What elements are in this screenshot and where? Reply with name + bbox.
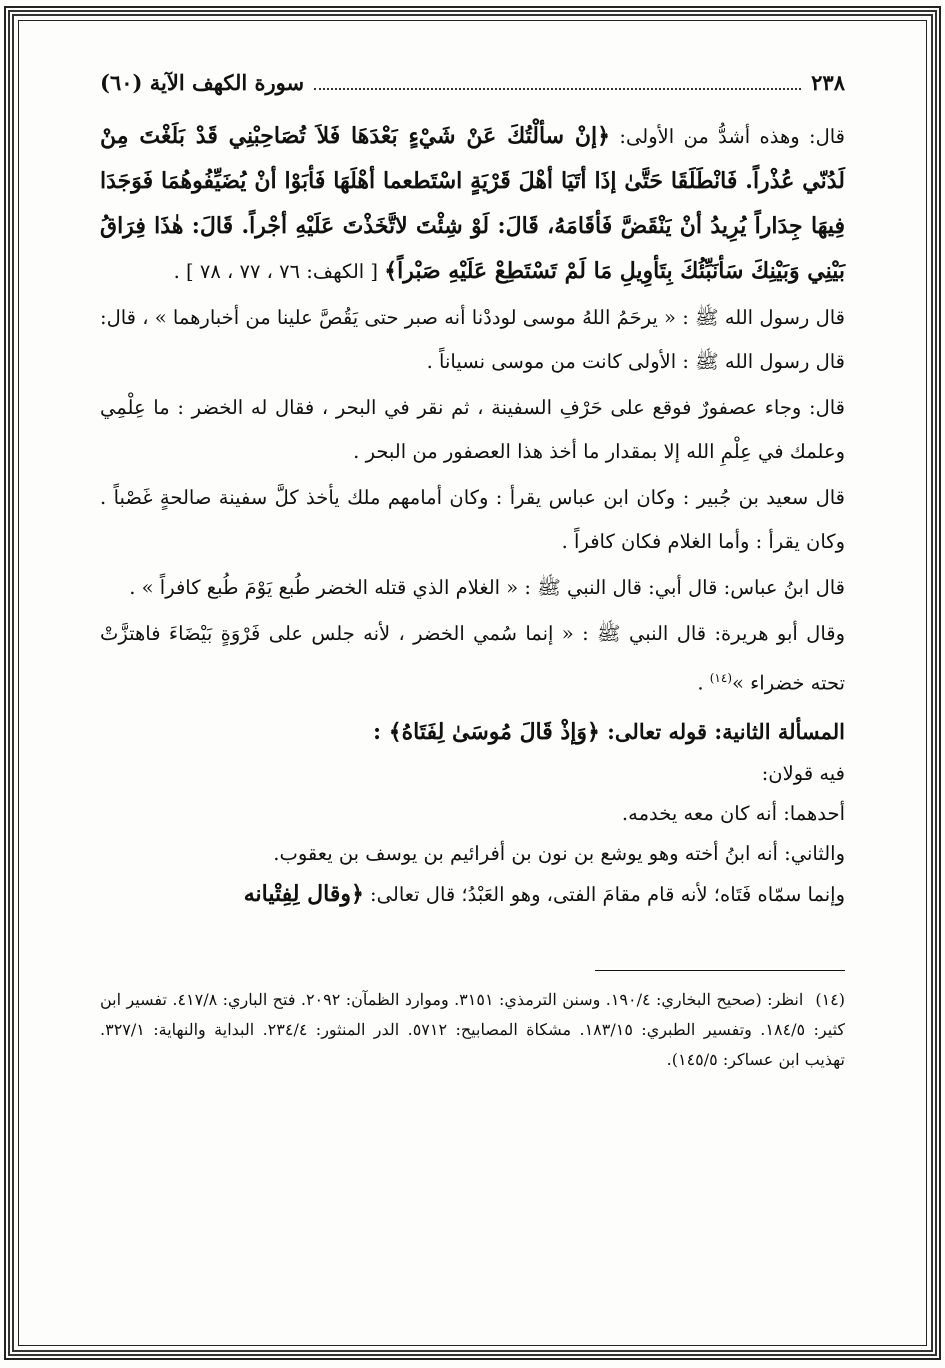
footnotes <box>100 985 845 1075</box>
section-line: والثاني: أنه ابنُ أخته وهو يوشع بن نون بن أفرائيم بن يوسف بن يعقوب. <box>273 841 845 865</box>
section-heading-intro: المسألة الثانية: قوله تعالى: <box>599 718 845 744</box>
page-content <box>100 70 845 1300</box>
section-line: فيه قولان: <box>761 761 845 785</box>
section-last-line <box>100 874 845 915</box>
paragraph-intro: قال: وهذه أشدُّ من الأولى: <box>610 125 846 148</box>
section-heading <box>100 710 845 754</box>
paragraph-with-footnote: وقال أبو هريرة: قال النبي ﷺ : « إنما سُمي الخضر ، لأنه جلس على فَرْوَةٍ بَيْضَاءَ فاهتزَّتْ تحته خضراء »$^{(١٤)}$ . <box>100 622 845 695</box>
page-number: ٢٣٨ <box>811 70 845 95</box>
paragraph: قال: وجاء عصفورٌ فوقع على حَرْفِ السفينة ، ثم نقر في البحر ، فقال له الخضر : ما عِلْمِي وعلمك في عِلْمِ الله إلا بمقدار ما أخذ هذا العصفور من البحر . <box>100 396 845 463</box>
footnote-number: (١٤) <box>815 990 846 1009</box>
paragraph-text: وقال أبو هريرة: قال النبي ﷺ : « إنما سُمي الخضر ، لأنه جلس على فَرْوَةٍ بَيْضَاءَ فاهتزَّتْ تحته خضراء » <box>100 622 845 695</box>
paragraph: قال سعيد بن جُبير : وكان ابن عباس يقرأ : وكان أمامهم ملك يأخذ كلَّ سفينة صالحةٍ غَصْباً . وكان يقرأ : وأما الغلام فكان كافراً . <box>100 486 845 553</box>
section-heading-verse: ﴿وَإذْ قَالَ مُوسَىٰ لِفَتَاهُ﴾ : <box>372 718 600 745</box>
quran-verse: ﴿إنْ سألْتُكَ عَنْ شَيْءٍ بَعْدَهَا فَلاَ تُصَاحِبْنِي قَدْ بَلَغْتَ مِنْ لَدُنّي عُذْراً. فَانْطَلَقَا حَتَّىٰ إذَا أتَيَا أهْلَ قَرْيَةٍ اسْتَطعما أهْلَهَا فَأبَوْا أنْ يُضَيِّفُوهُمَا فَوَجَدَا فِيهَا جِدَاراً يُرِيدُ أنْ يَنْقَضَّ فَأقَامَهُ، قَالَ: لَوْ شِئْتَ لاتَّخَذْتَ عَلَيْهِ أجْراً. قَالَ: هٰذَا فِرَاقُ بَيْنِي وَبَيْنِكَ سَأنَبِّئُكَ بِتَأوِيلِ مَا لَمْ تَسْتَطِعْ عَلَيْهِ صَبْراً﴾ <box>100 123 845 284</box>
paragraph: قال ابنُ عباس: قال أبي: قال النبي ﷺ : « الغلام الذي قتله الخضر طُبع يَوْمَ طُبع كافراً » . <box>129 576 845 599</box>
footnote-reference: (١٤) <box>709 671 732 685</box>
section-last-verse: ﴿وقال لِفِتْيانه <box>243 880 364 907</box>
running-header <box>100 70 845 114</box>
footnote-text: انظر: (صحيح البخاري: ١٩٠/٤. وسنن الترمذي: ٣١٥١. وموارد الظمآن: ٢٠٩٢. فتح الباري: ٤١٧/٨. تفسير ابن كثير: ١٨٤/٥. وتفسير الطبري: ١٨٣/١٥. مشكاة المصابيح: ٥٧١٢. الدر المنثور: ٢٣٤/٤. البداية والنهاية: ٣٢٧/١. تهذيب ابن عساكر: ١٤٥/٥). <box>100 990 846 1069</box>
running-title: سورة الكهف الآية (٦٠) <box>100 70 305 95</box>
section-line: أحدهما: أنه كان معه يخدمه. <box>621 801 845 825</box>
paragraph: قال رسول الله ﷺ : « يرحَمُ اللهُ موسى لوددْنا أنه صبر حتى يَقُصَّ علينا من أخبارهما » ، قال: قال رسول الله ﷺ : الأولى كانت من موسى نسياناً . <box>100 306 845 373</box>
footnote-separator <box>595 970 845 971</box>
header-dot-leader <box>314 74 801 90</box>
section-last-intro: وإنما سمّاه فَتَاه؛ لأنه قام مقامَ الفتى، وهو العَبْدُ؛ قال تعالى: <box>363 882 845 906</box>
verse-reference: [ الكهف: ٧٦ ، ٧٧ ، ٧٨ ] . <box>173 260 385 283</box>
paragraph-quran-quote <box>100 114 845 294</box>
